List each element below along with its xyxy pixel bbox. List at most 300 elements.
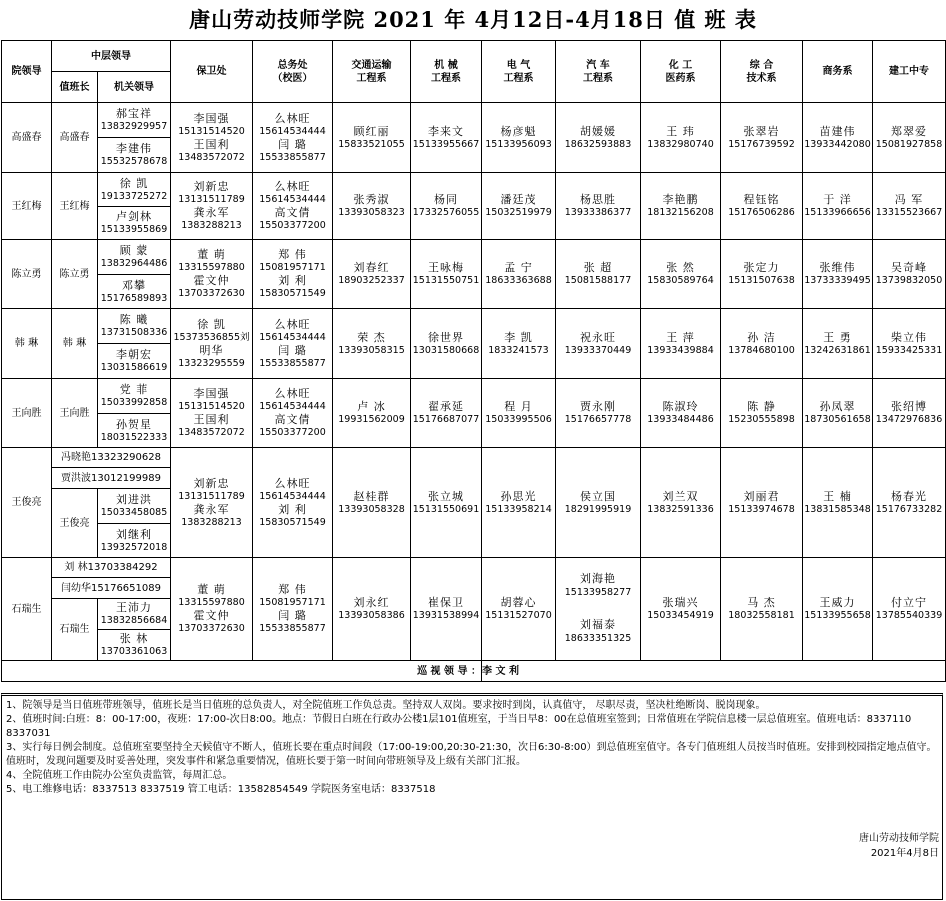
header-dept <box>721 41 803 103</box>
office-leader-cell <box>98 630 171 661</box>
security-cell-line: 1383288213 <box>181 516 242 528</box>
general-affairs-cell-line: 15533855877 <box>259 623 326 634</box>
header-duty-chief-line: 值班长 <box>59 81 90 93</box>
header-dept-line: 综 合 <box>749 59 774 71</box>
header-leader <box>2 41 52 103</box>
dept-duty-cell <box>803 309 873 379</box>
patrol-label-cell-line: 巡 视 领 导 ： <box>417 665 481 677</box>
dept-duty-cell <box>482 173 556 240</box>
duty-chief-cell-line: 王向胜 <box>59 407 90 419</box>
general-affairs-cell <box>253 309 333 379</box>
general-affairs-cell-line: 么林旺 <box>274 317 311 331</box>
dept-duty-cell-line: 刘丽君 <box>743 489 780 503</box>
dept-duty-cell-line: 付立宁 <box>891 596 927 609</box>
note-1: 1、院领导是当日值班带班领导，值班长是当日值班的总负责人，对全院值班工作负总责。坚持双人双岗。要求按时到岗，认真值守， 尽职尽责，坚决杜绝断岗、脱岗现象。 <box>6 700 766 711</box>
table-row <box>2 173 946 207</box>
dept-duty-cell-line: 荣 杰 <box>357 330 386 344</box>
general-affairs-cell-line: 15533855877 <box>259 357 326 369</box>
dept-duty-cell <box>803 103 873 173</box>
general-affairs-cell-line: 15503377200 <box>259 427 326 438</box>
header-security <box>171 41 253 103</box>
dept-duty-cell-line: 柴立伟 <box>891 330 927 344</box>
office-leader-cell-line: 陈 曦 <box>119 313 149 326</box>
dept-duty-cell-line: 18633363688 <box>485 275 552 286</box>
dept-duty-cell-line: 15033995506 <box>485 414 552 425</box>
dept-duty-cell <box>333 558 411 661</box>
dept-duty-cell <box>641 240 721 309</box>
office-leader-cell-line: 13703361063 <box>100 646 168 657</box>
dept-duty-cell-line: 贾永刚 <box>580 400 616 413</box>
office-leader-cell-line: 19133725272 <box>100 190 168 202</box>
security-cell-line: 龚永军 <box>193 502 230 516</box>
dept-duty-cell <box>411 379 482 448</box>
security-cell-line: 王国利 <box>193 137 230 151</box>
dept-duty-cell-line: 15833521055 <box>338 138 405 150</box>
dept-duty-cell-line: 侯立国 <box>580 489 616 503</box>
dept-duty-cell-line: 杨同 <box>434 193 458 206</box>
dept-duty-cell-line: 18632593883 <box>564 138 632 150</box>
dept-duty-cell-line: 15131527070 <box>485 610 552 621</box>
leader-cell <box>2 379 52 448</box>
security-cell-line: 13315597880 <box>178 262 245 273</box>
office-leader-cell-line: 15532578678 <box>100 156 168 167</box>
duty-chief-cell-line: 石瑞生 <box>59 624 90 635</box>
leader-cell <box>2 173 52 240</box>
office-leader-cell-line: 徐 凯 <box>119 176 149 190</box>
office-leader-cell-line: 13031586619 <box>100 362 168 373</box>
dept-duty-cell-line: 15133955658 <box>804 610 871 621</box>
dept-duty-cell-line: 18032558181 <box>728 610 795 621</box>
duty-chief-cell <box>52 379 98 448</box>
dept-duty-cell <box>721 240 803 309</box>
general-affairs-cell-line: 么林旺 <box>274 180 311 193</box>
security-cell-line: 13483572072 <box>178 151 245 163</box>
general-affairs-cell-line: 15614534444 <box>259 194 326 205</box>
office-leader-cell-line: 13832964486 <box>100 258 168 269</box>
dept-duty-cell <box>411 448 482 558</box>
dept-duty-cell <box>556 103 641 173</box>
dept-duty-cell-line: 15133966656 <box>804 207 871 218</box>
note-4: 4、全院值班工作由院办公室负责监管，每周汇总。 <box>6 770 233 781</box>
dept-duty-cell-line: 李 凯 <box>504 330 533 344</box>
notes-section <box>1 693 943 900</box>
office-leader-cell-line: 李建伟 <box>116 142 152 155</box>
leader-cell-line: 韩 琳 <box>14 338 39 349</box>
dept-duty-cell-line: 刘兰双 <box>662 489 699 503</box>
dept-duty-cell-line: 程 月 <box>504 400 533 413</box>
note-3: 3、实行每日例会制度。总值班室要坚持全天候值守不断人，值班长要在重点时间段（17:00-19:00,20:30-21:30，次日6:30-8:00）到总值班室值守。各专门值班组人员按当时值班。安排到校园指定地点值守。值班时，发现问题要及时妥善处理，突发事件和紧急重要情况，值班长要于第一时间向带班领导及上级有关部门汇报。 <box>6 742 937 767</box>
security-cell <box>171 103 253 173</box>
leader-cell-line: 高盛春 <box>11 132 42 143</box>
leader-cell-line: 王向胜 <box>11 407 42 419</box>
header-dept-line: 机 械 <box>434 59 458 71</box>
dept-duty-cell-line: 15133956093 <box>485 138 552 150</box>
header-dept <box>482 41 556 103</box>
dept-duty-cell <box>803 173 873 240</box>
dept-duty-cell-line: 张维伟 <box>819 261 856 274</box>
dept-duty-cell <box>556 379 641 448</box>
duty-chief-cell <box>52 173 98 240</box>
security-cell-line: 13483572072 <box>178 427 245 438</box>
office-leader-cell <box>98 524 171 558</box>
general-affairs-cell-line: 郑 伟 <box>278 583 307 596</box>
duty-chief-cell <box>52 599 98 661</box>
office-leader-cell-line: 王沛力 <box>116 601 152 614</box>
dept-duty-cell <box>556 240 641 309</box>
dept-duty-cell-line: 王咏梅 <box>428 261 464 274</box>
office-leader-cell-line: 15133955869 <box>100 224 168 235</box>
leader-cell-line: 王红梅 <box>11 200 42 212</box>
security-cell-line: 13131511789 <box>178 194 245 205</box>
header-dept <box>411 41 482 103</box>
dept-duty-cell <box>482 309 556 379</box>
extra-mid-leader-line: 刘 林13703384292 <box>64 562 158 573</box>
security-cell-line: 15131514520 <box>178 125 245 137</box>
note-5: 5、电工维修电话：8337513 8337519 管工电话：13582854549 学院医务室电话：8337518 <box>6 784 436 795</box>
dept-duty-cell <box>641 558 721 661</box>
office-leader-cell-line: 13832929957 <box>100 121 168 132</box>
general-affairs-cell-line: 15614534444 <box>259 125 326 137</box>
dept-duty-cell-line: 张瑞兴 <box>662 596 699 609</box>
dept-duty-cell-line: 刘春红 <box>353 261 390 274</box>
leader-cell-line: 陈立勇 <box>11 268 42 280</box>
office-leader-cell-line: 15033458085 <box>100 507 168 518</box>
leader-cell <box>2 240 52 309</box>
extra-mid-leader <box>52 558 171 578</box>
dept-duty-cell-line: 张立城 <box>428 489 464 503</box>
security-cell-line: 明华 <box>199 343 224 357</box>
dept-duty-cell <box>803 448 873 558</box>
office-leader-cell-line: 13731508336 <box>100 327 168 338</box>
office-leader-cell-line: 顾 蒙 <box>119 244 149 257</box>
dept-duty-cell-line: 13784680100 <box>728 344 795 356</box>
signature-date: 2021年4月8日 <box>870 848 939 859</box>
dept-duty-cell-line: 18633351325 <box>564 633 632 644</box>
dept-duty-cell <box>873 173 946 240</box>
dept-duty-cell-line: 18291995919 <box>564 503 632 515</box>
leader-cell <box>2 309 52 379</box>
security-cell-line: 王国利 <box>193 413 230 426</box>
dept-duty-cell <box>411 103 482 173</box>
dept-duty-cell <box>411 240 482 309</box>
duty-chief-cell-line: 陈立勇 <box>59 268 90 280</box>
signature-block <box>859 831 939 861</box>
security-cell-line: 霍文仲 <box>193 274 230 287</box>
dept-duty-cell <box>333 379 411 448</box>
office-leader-cell <box>98 489 171 524</box>
dept-duty-cell-line: 13472976836 <box>875 414 943 425</box>
dept-duty-cell-line: 13785540339 <box>875 610 943 621</box>
general-affairs-cell-line: 刘 利 <box>278 502 307 516</box>
dept-duty-cell-line: 17332576055 <box>412 207 480 218</box>
header-dept-line: 建工中专 <box>889 66 929 77</box>
dept-duty-cell <box>873 103 946 173</box>
office-leader-cell-line: 18031522333 <box>100 431 168 443</box>
dept-duty-cell-line: 苗建伟 <box>819 124 856 138</box>
general-affairs-cell-line: 15614534444 <box>259 490 326 502</box>
dept-duty-cell <box>873 558 946 661</box>
general-affairs-cell-line: 15614534444 <box>259 401 326 412</box>
dept-duty-cell <box>641 309 721 379</box>
security-cell-line: 15373536855刘 <box>173 331 250 343</box>
dept-duty-cell <box>482 103 556 173</box>
office-leader-cell-line: 15176589893 <box>100 292 168 304</box>
header-dept-line: 化 工 <box>668 59 693 71</box>
general-affairs-cell-line: 高文倩 <box>274 413 311 426</box>
dept-duty-cell-line: 张秀淑 <box>353 193 390 206</box>
duty-chief-cell <box>52 309 98 379</box>
table-row <box>2 103 946 138</box>
dept-duty-cell <box>721 558 803 661</box>
dept-duty-cell-line: 胡蓉心 <box>500 596 537 609</box>
header-dept-line: 工程系 <box>583 72 613 84</box>
dept-duty-cell <box>411 173 482 240</box>
header-dept-line: 电 气 <box>506 59 531 71</box>
dept-duty-cell-line: 13832591336 <box>647 503 714 515</box>
header-general-line: （校医） <box>272 72 313 84</box>
dept-duty-cell-line: 15176739592 <box>728 138 795 150</box>
dept-duty-cell-line: 15081588177 <box>564 275 632 286</box>
office-leader-cell <box>98 103 171 138</box>
general-affairs-cell-line: 闫 璐 <box>278 343 307 357</box>
signature-org: 唐山劳动技师学院 <box>859 833 939 844</box>
general-affairs-cell-line: 么林旺 <box>274 111 311 125</box>
dept-duty-cell <box>556 448 641 558</box>
leader-cell <box>2 103 52 173</box>
general-affairs-cell-line: 闫 璐 <box>278 137 307 151</box>
dept-duty-cell <box>556 173 641 240</box>
header-dept-line: 技术系 <box>746 72 777 84</box>
dept-duty-cell-line: 15176657778 <box>564 414 632 425</box>
leader-cell-line: 石瑞生 <box>11 603 42 615</box>
header-mid <box>52 41 171 72</box>
security-cell <box>171 173 253 240</box>
note-2: 2、值班时间:白班：8：00-17:00，夜班：17:00-次日8:00。地点：节假日白班在行政办公楼1层101值班室，于当日早8：00在总值班室签到；日常值班在学院信息楼一层总值班室。值班电话：8337110 8337031 <box>6 714 912 739</box>
security-cell-line: 13131511789 <box>178 490 245 502</box>
dept-duty-cell-line: 翟承延 <box>428 400 464 413</box>
dept-duty-cell-line: 15176687077 <box>412 414 480 425</box>
dept-duty-cell-line: 王 勇 <box>823 330 852 344</box>
general-affairs-cell-line: 15830571549 <box>259 288 326 299</box>
dept-duty-cell <box>482 240 556 309</box>
dept-duty-cell-line: 13393058328 <box>338 503 405 515</box>
general-affairs-cell-line: 15830571549 <box>259 516 326 528</box>
dept-duty-cell-line: 刘海艳 <box>580 572 616 585</box>
office-leader-cell-line: 孙贺星 <box>116 417 152 431</box>
general-affairs-cell <box>253 240 333 309</box>
security-cell-line: 13703372630 <box>178 623 245 634</box>
office-leader-cell-line: 邓攀 <box>122 278 146 292</box>
dept-duty-cell-line: 吴奇峰 <box>891 261 927 274</box>
office-leader-cell-line: 13932572018 <box>100 541 168 553</box>
header-office-leader-line: 机关领导 <box>114 81 154 93</box>
dept-duty-cell-line: 祝永旺 <box>580 330 616 344</box>
dept-duty-cell-line: 孙思光 <box>500 489 537 503</box>
dept-duty-cell <box>721 173 803 240</box>
security-cell-line: 15131514520 <box>178 401 245 412</box>
office-leader-cell <box>98 207 171 240</box>
header-duty-chief <box>52 72 98 103</box>
dept-duty-cell-line: 15133958277 <box>564 587 632 598</box>
dept-duty-cell <box>803 379 873 448</box>
dept-duty-cell-line: 刘永红 <box>353 596 390 609</box>
duty-chief-cell-line: 高盛春 <box>59 132 90 143</box>
dept-duty-cell-line: 13242631861 <box>804 344 871 356</box>
duty-chief-cell <box>52 103 98 173</box>
header-dept <box>873 41 946 103</box>
header-dept <box>803 41 873 103</box>
office-leader-cell-line: 13832856684 <box>100 615 168 626</box>
general-affairs-cell-line: 15503377200 <box>259 220 326 231</box>
extra-mid-leader-line: 贾洪波13012199989 <box>61 472 161 484</box>
header-dept <box>556 41 641 103</box>
dept-duty-cell-line: 张 然 <box>666 261 695 274</box>
dept-duty-cell-line: 王 楠 <box>823 489 852 503</box>
duty-chief-cell <box>52 489 98 558</box>
office-leader-cell <box>98 379 171 414</box>
office-leader-cell-line: 李朝宏 <box>116 348 152 361</box>
dept-duty-cell-line: 13315523667 <box>875 207 943 218</box>
header-leader-line: 院领导 <box>11 66 42 77</box>
general-affairs-cell-line: 郑 伟 <box>278 248 307 261</box>
security-cell-line: 13315597880 <box>178 597 245 608</box>
dept-duty-cell <box>333 309 411 379</box>
office-leader-cell <box>98 173 171 207</box>
general-affairs-cell-line: 15081957171 <box>259 262 326 273</box>
table-row <box>2 309 946 344</box>
dept-duty-cell <box>333 448 411 558</box>
dept-duty-cell-line: 孟 宁 <box>504 261 533 274</box>
dept-duty-cell-line: 张定力 <box>743 261 780 274</box>
office-leader-cell-line: 卢剑林 <box>116 210 152 223</box>
general-affairs-cell-line: 闫 璐 <box>278 609 307 622</box>
dept-duty-cell-line: 郑翠爱 <box>891 124 927 138</box>
dept-duty-cell-line: 15133958214 <box>485 503 552 515</box>
security-cell-line: 刘新忠 <box>193 476 230 490</box>
header-security-line: 保卫处 <box>196 66 227 77</box>
office-leader-cell-line: 刘继利 <box>116 527 152 541</box>
security-cell-line: 刘新忠 <box>193 180 230 193</box>
dept-duty-cell-line: 15230555898 <box>728 414 795 425</box>
security-cell <box>171 379 253 448</box>
dept-duty-cell-line: 15133955667 <box>412 138 480 150</box>
dept-duty-cell-line: 13931538994 <box>412 610 480 621</box>
general-affairs-cell-line: 刘 利 <box>278 274 307 287</box>
dept-duty-cell <box>333 173 411 240</box>
dept-duty-cell <box>721 448 803 558</box>
dept-duty-cell <box>482 379 556 448</box>
dept-duty-cell-line: 崔保卫 <box>428 596 464 609</box>
dept-duty-cell-line: 孙凤翠 <box>819 400 856 413</box>
security-cell <box>171 558 253 661</box>
dept-duty-cell-line: 15131507638 <box>728 275 795 286</box>
general-affairs-cell-line: 15533855877 <box>259 151 326 163</box>
header-dept-line: 交通运输 <box>351 59 392 71</box>
dept-duty-cell-line: 潘廷茂 <box>500 193 537 206</box>
office-leader-cell <box>98 414 171 448</box>
dept-duty-cell-line: 13933442080 <box>804 138 871 150</box>
general-affairs-cell-line: 么林旺 <box>274 476 311 490</box>
patrol-name-cell <box>482 661 946 682</box>
dept-duty-cell <box>641 379 721 448</box>
dept-duty-cell-line: 18730561658 <box>804 414 871 425</box>
extra-mid-leader <box>52 448 171 468</box>
dept-duty-cell-line: 13933386377 <box>564 207 632 218</box>
duty-chief-cell-line: 王俊亮 <box>59 517 90 529</box>
dept-duty-cell-line: 张绍博 <box>891 400 927 413</box>
extra-mid-leader-line: 闫幼华15176651089 <box>61 582 161 594</box>
dept-duty-cell <box>873 309 946 379</box>
duty-table <box>1 40 946 682</box>
dept-duty-cell-line: 13933370449 <box>564 344 632 356</box>
dept-duty-cell <box>333 240 411 309</box>
dept-duty-cell-line: 13393058386 <box>338 610 405 621</box>
leader-cell-line: 王俊亮 <box>11 497 42 508</box>
general-affairs-cell-line: 么林旺 <box>274 387 311 400</box>
dept-duty-cell-line: 18132156208 <box>647 207 714 218</box>
duty-chief-cell <box>52 240 98 309</box>
leader-cell <box>2 558 52 661</box>
security-cell <box>171 309 253 379</box>
dept-duty-cell-line: 15830589764 <box>647 275 714 286</box>
extra-mid-leader-line: 冯晓艳13323290628 <box>61 452 161 463</box>
header-dept-line: 汽 车 <box>586 59 610 71</box>
dept-duty-cell-line: 徐世界 <box>428 330 464 344</box>
security-cell-line: 霍文仲 <box>193 609 230 622</box>
duty-chief-cell-line: 王红梅 <box>59 200 90 212</box>
dept-duty-cell <box>873 240 946 309</box>
leader-cell <box>2 448 52 558</box>
dept-duty-cell-line: 15933425331 <box>875 344 943 356</box>
dept-duty-cell <box>873 379 946 448</box>
dept-duty-cell-line: 15131550751 <box>412 275 480 286</box>
general-affairs-cell <box>253 173 333 240</box>
security-cell-line: 13703372630 <box>178 288 245 299</box>
security-cell-line: 龚永军 <box>193 206 230 219</box>
dept-duty-cell-line: 胡媛媛 <box>580 124 616 138</box>
dept-duty-cell-line: 王威力 <box>819 596 856 609</box>
dept-duty-cell-line: 顾红丽 <box>353 124 390 138</box>
office-leader-cell <box>98 599 171 630</box>
security-cell-line: 李国强 <box>193 387 230 400</box>
dept-duty-cell <box>721 103 803 173</box>
header-dept <box>641 41 721 103</box>
office-leader-cell <box>98 275 171 309</box>
office-leader-cell <box>98 309 171 344</box>
dept-duty-cell-line: 杨思胜 <box>580 193 616 206</box>
dept-duty-cell-line: 13933439884 <box>647 344 714 356</box>
header-mid-line: 中层领导 <box>91 50 131 62</box>
dept-duty-cell <box>873 448 946 558</box>
dept-duty-cell-line: 13393058315 <box>338 344 405 356</box>
header-dept-line: 医药系 <box>665 72 696 84</box>
dept-duty-cell-line: 张翠岩 <box>743 124 780 138</box>
dept-duty-cell-line: 王 玮 <box>666 124 695 138</box>
dept-duty-cell-line: 孙 洁 <box>747 330 776 344</box>
table-row <box>2 448 946 468</box>
security-cell-line: 董 萌 <box>197 248 226 261</box>
general-affairs-cell <box>253 448 333 558</box>
dept-duty-cell <box>803 240 873 309</box>
dept-duty-cell <box>482 558 556 661</box>
header-office-leader <box>98 72 171 103</box>
dept-duty-cell-line: 程钰铭 <box>743 193 780 206</box>
patrol-name-cell-line: 李 文 利 <box>482 665 519 677</box>
security-cell-line: 1383288213 <box>181 220 242 231</box>
dept-duty-cell-line: 13831585348 <box>804 503 871 515</box>
dept-duty-cell-line: 15133974678 <box>728 503 795 515</box>
office-leader-cell-line: 刘进洪 <box>116 493 152 506</box>
